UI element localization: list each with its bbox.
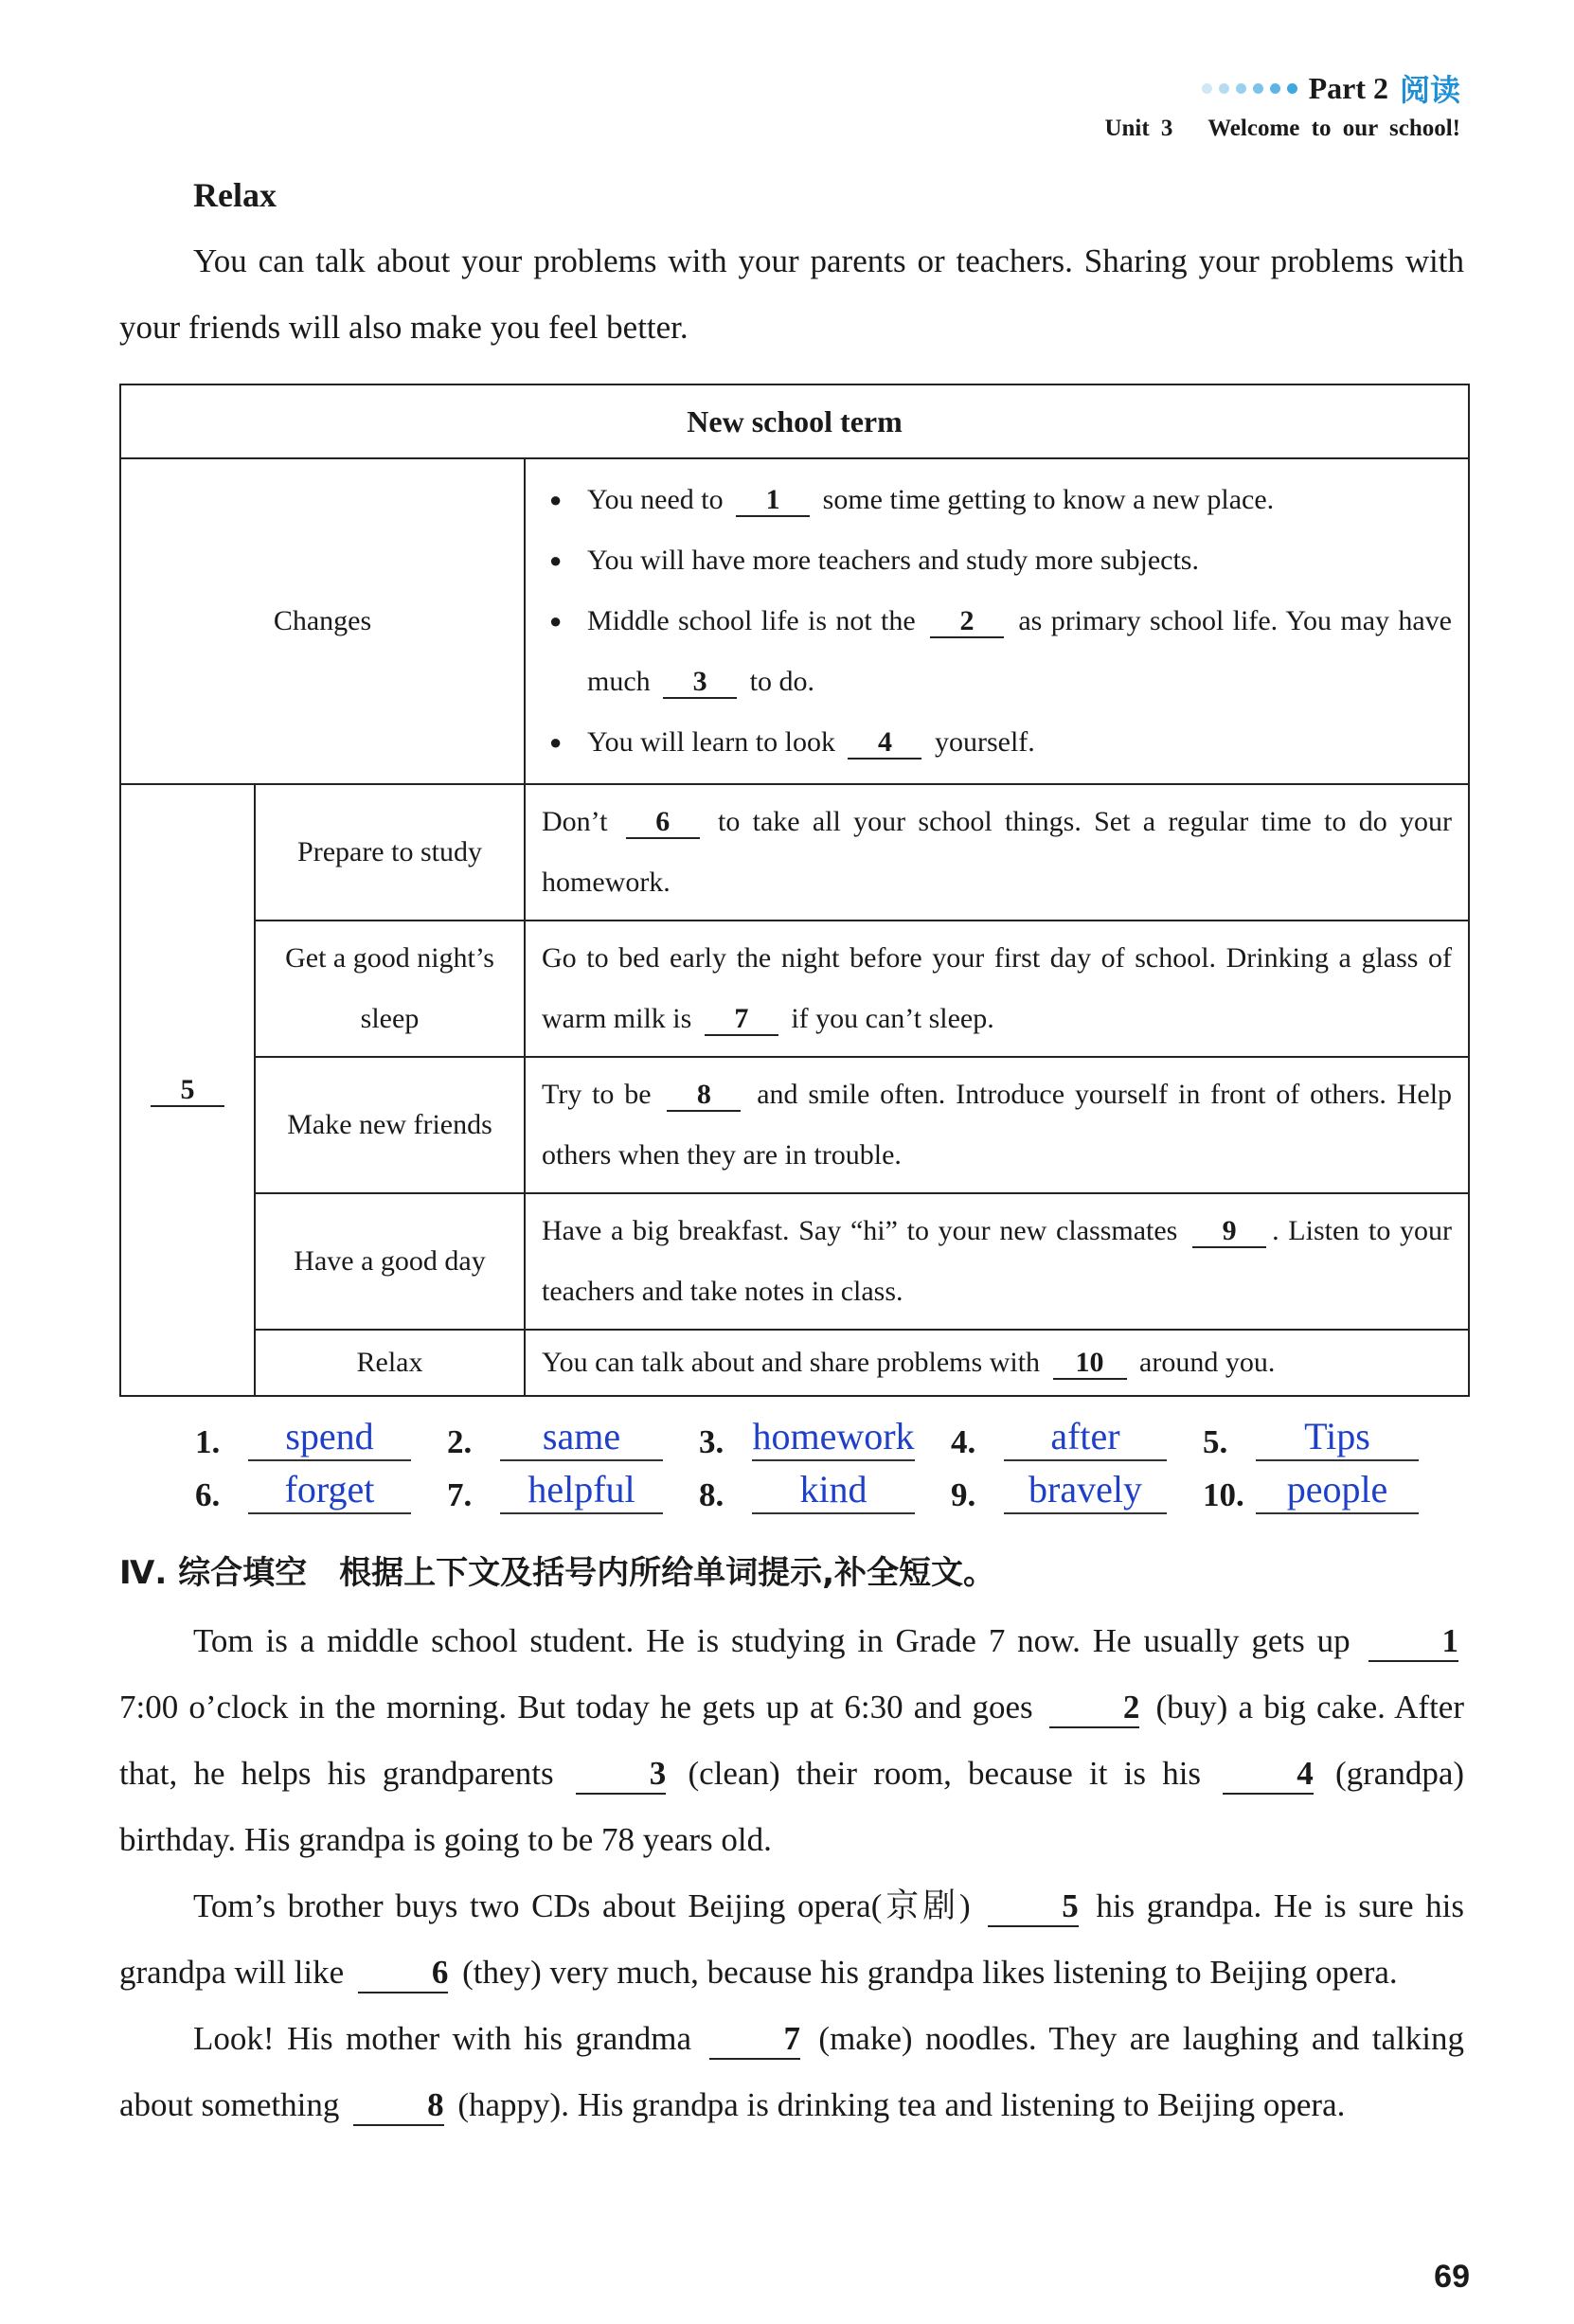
relax-heading: Relax <box>193 176 277 214</box>
tip-content <box>525 1057 1469 1193</box>
answer-word: after <box>1004 1414 1167 1461</box>
text: Don’t <box>542 806 608 837</box>
summary-table <box>119 384 1470 1397</box>
passage-paragraph-2 <box>119 1873 1464 2006</box>
tip-label: Prepare to study <box>255 784 525 921</box>
text: (clean) their room, because it is his <box>688 1755 1202 1792</box>
blank-6: 6 <box>626 806 700 839</box>
text: to take all your school things. Set a regular time to do your homework. <box>542 806 1453 898</box>
answer-item <box>951 1467 1203 1514</box>
answer-item <box>699 1467 951 1514</box>
text: Have a big breakfast. Say “hi” to your new classmates <box>542 1215 1178 1246</box>
list-item <box>549 591 1452 712</box>
page-header <box>1104 66 1460 142</box>
text: Tom is a middle school student. He is studying in Grade 7 now. He usually gets up <box>193 1622 1350 1659</box>
answer-number: 9. <box>951 1476 976 1513</box>
answer-item <box>1203 1467 1455 1514</box>
list-item <box>549 470 1452 530</box>
blank-10: 10 <box>1053 1347 1127 1380</box>
passage-blank-4: 4 <box>1223 1756 1314 1795</box>
text: Try to be <box>542 1079 652 1110</box>
unit-title: Welcome to our school! <box>1207 116 1460 141</box>
answer-number: 5. <box>1203 1423 1228 1460</box>
relax-paragraph: You can talk about your problems with your parents or teachers. Sharing your problems with your friends will also make you feel better. <box>119 242 1464 346</box>
blank-4: 4 <box>848 726 921 760</box>
tips-label-cell <box>120 784 255 1396</box>
text: as primary school life. You may have much <box>587 605 1453 697</box>
tip-label: Have a good day <box>255 1193 525 1330</box>
answer-item <box>447 1467 699 1514</box>
table-row <box>120 921 1469 1057</box>
answer-number: 2. <box>447 1423 473 1460</box>
passage-blank-5: 5 <box>988 1888 1079 1927</box>
blank-7: 7 <box>705 1003 778 1036</box>
text: some time getting to know a new place. <box>822 484 1275 515</box>
tip-label: Make new friends <box>255 1057 525 1193</box>
text: Middle school life is not the <box>587 605 916 636</box>
table-row <box>120 1057 1469 1193</box>
dot-icon <box>1236 83 1246 94</box>
table-title: New school term <box>120 384 1469 458</box>
header-line-unit <box>1104 116 1460 142</box>
answer-grid <box>195 1414 1455 1514</box>
tip-content <box>525 1330 1469 1396</box>
passage-paragraph-1 <box>119 1608 1464 1873</box>
blank-1: 1 <box>736 484 810 517</box>
answer-number: 8. <box>699 1476 724 1513</box>
passage-blank-1: 1 <box>1368 1623 1459 1662</box>
blank-3: 3 <box>663 666 737 699</box>
text: (happy). His grandpa is drinking tea and listening to Beijing opera. <box>457 2086 1346 2123</box>
table-row <box>120 1193 1469 1330</box>
tip-label: Get a good night’s sleep <box>255 921 525 1057</box>
text: around you. <box>1139 1347 1276 1378</box>
table-title-row <box>120 384 1469 458</box>
answer-word: Tips <box>1256 1414 1419 1461</box>
decorative-dots <box>1202 83 1297 94</box>
table-row <box>120 784 1469 921</box>
text: You need to <box>587 484 724 515</box>
text: Tom’s brother buys two CDs about Beijing opera(京剧) <box>193 1887 971 1924</box>
changes-label: Changes <box>120 458 525 784</box>
blank-5: 5 <box>151 1074 224 1107</box>
text: if you can’t sleep. <box>791 1003 994 1034</box>
text: You will learn to look <box>587 726 835 758</box>
answer-word: forget <box>248 1467 411 1514</box>
changes-list <box>527 460 1467 782</box>
section-cn-label: 阅读 <box>1399 72 1460 108</box>
passage-blank-2: 2 <box>1049 1689 1140 1728</box>
answer-word: kind <box>752 1467 915 1514</box>
changes-content <box>525 458 1469 784</box>
text: his grandpa. He is sure his grandpa will like <box>119 1887 1464 1991</box>
answer-number: 7. <box>447 1476 473 1513</box>
answer-number: 3. <box>699 1423 724 1460</box>
answer-item <box>1203 1414 1455 1461</box>
passage-blank-7: 7 <box>709 2021 800 2060</box>
dot-icon <box>1219 83 1229 94</box>
blank-9: 9 <box>1192 1215 1266 1248</box>
list-item <box>549 712 1452 773</box>
blank-8: 8 <box>667 1079 741 1112</box>
table-row <box>120 1330 1469 1396</box>
text: Go to bed early the night before your first day of school. Drinking a glass of warm milk is <box>542 942 1453 1034</box>
dot-icon <box>1202 83 1212 94</box>
text: yourself. <box>934 726 1035 758</box>
answer-word: people <box>1256 1467 1419 1514</box>
answer-word: bravely <box>1004 1467 1167 1514</box>
dot-icon <box>1270 83 1280 94</box>
answer-word: spend <box>248 1414 411 1461</box>
page-number: 69 <box>1434 2259 1470 2295</box>
list-item <box>549 530 1452 591</box>
text: (buy) a big cake. After that, he helps his grandparents <box>119 1689 1464 1792</box>
answer-number: 4. <box>951 1423 976 1460</box>
dot-icon <box>1253 83 1263 94</box>
passage-blank-8: 8 <box>353 2087 444 2126</box>
tip-content <box>525 1193 1469 1330</box>
text: (grandpa) birthday. His grandpa is going to be 78 years old. <box>119 1755 1465 1858</box>
text: to do. <box>749 666 814 697</box>
text: . Listen to your teachers and take notes in class. <box>542 1215 1453 1307</box>
tip-content <box>525 784 1469 921</box>
text: and smile often. Introduce yourself in front of others. Help others when they are in trouble. <box>542 1079 1453 1171</box>
passage-blank-3: 3 <box>576 1756 667 1795</box>
section-4-heading: Ⅳ. 综合填空 根据上下文及括号内所给单词提示,补全短文。 <box>119 1554 996 1592</box>
text: You can talk about and share problems with <box>542 1347 1041 1378</box>
answer-item <box>951 1414 1203 1461</box>
text: 7:00 o’clock in the morning. But today he gets up at 6:30 and goes <box>119 1689 1033 1725</box>
answer-item <box>699 1414 951 1461</box>
answer-item <box>195 1467 447 1514</box>
text: You will have more teachers and study more subjects. <box>587 545 1199 576</box>
text: (they) very much, because his grandpa likes listening to Beijing opera. <box>462 1954 1398 1991</box>
part-label: Part 2 <box>1308 70 1388 105</box>
passage-paragraph-3 <box>119 2006 1464 2138</box>
page-body <box>119 175 1464 2138</box>
text: (make) noodles. They are laughing and talking about something <box>119 2020 1465 2123</box>
answer-word: same <box>500 1414 663 1461</box>
answer-item <box>195 1414 447 1461</box>
passage-blank-6: 6 <box>358 1955 449 1993</box>
tip-label: Relax <box>255 1330 525 1396</box>
answer-word: helpful <box>500 1467 663 1514</box>
answer-word: homework <box>752 1414 915 1461</box>
text: Look! His mother with his grandma <box>193 2020 692 2057</box>
tip-content <box>525 921 1469 1057</box>
answer-number: 6. <box>195 1476 221 1513</box>
answer-number: 1. <box>195 1423 221 1460</box>
header-line-part <box>1104 66 1460 110</box>
answer-number: 10. <box>1203 1476 1244 1513</box>
answer-item <box>447 1414 699 1461</box>
table-row-changes <box>120 458 1469 784</box>
dot-icon <box>1287 83 1297 94</box>
unit-label: Unit 3 <box>1104 116 1173 141</box>
blank-2: 2 <box>930 605 1004 638</box>
